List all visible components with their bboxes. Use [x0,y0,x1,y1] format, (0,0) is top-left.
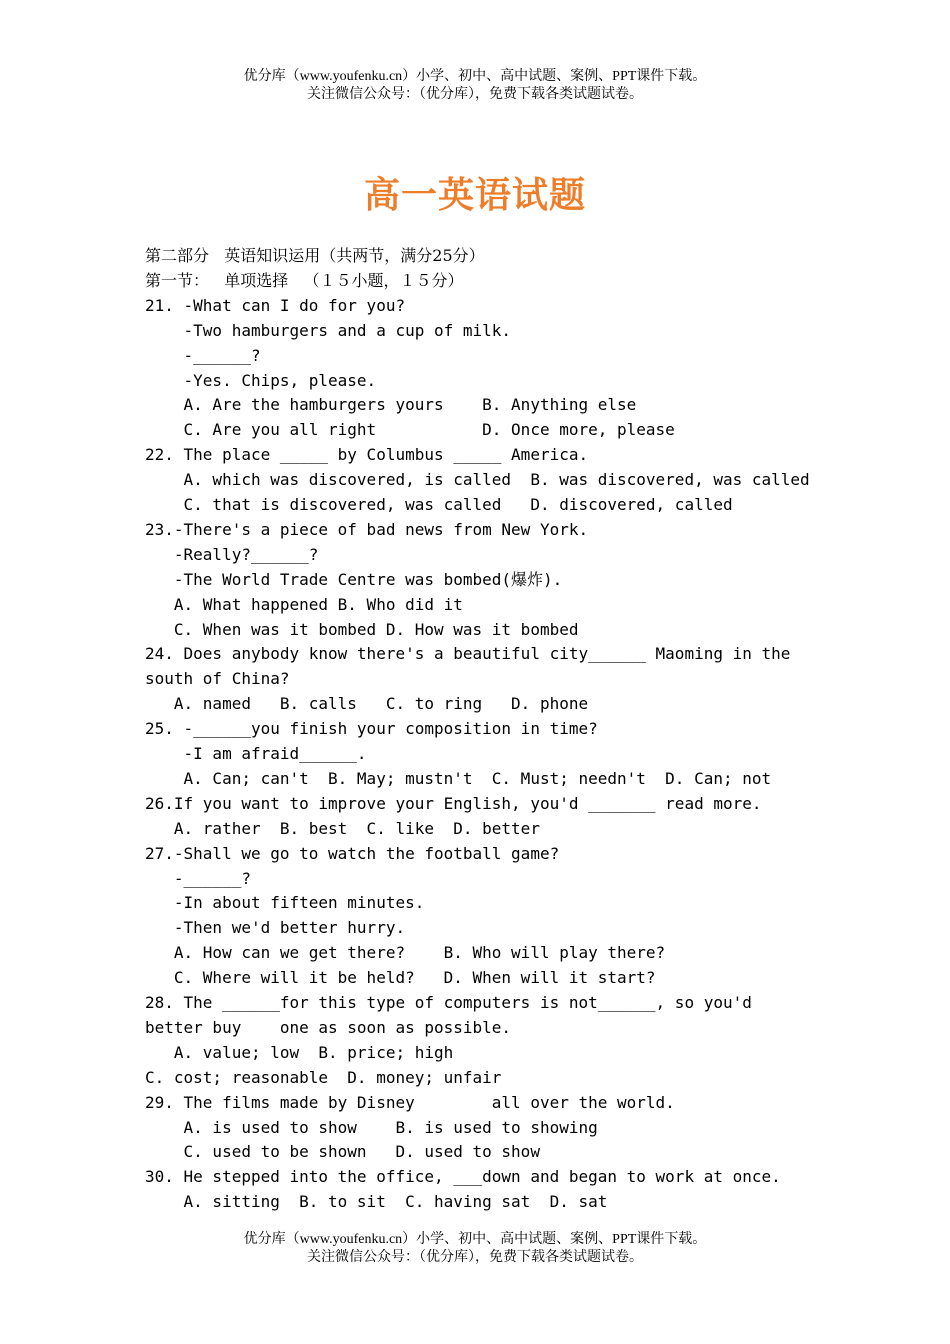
question-line: 22. The place _____ by Columbus _____ America. [145,445,589,464]
question-line: -Then we'd better hurry. [145,918,406,937]
question-line: -Yes. Chips, please. [145,371,377,390]
question-line: -In about fifteen minutes. [145,893,425,912]
question-line: -______? [145,869,251,888]
header-line-1: 优分库（www.youfenku.cn）小学、初中、高中试题、案例、PPT课件下载。 [243,69,707,84]
question-line: -______? [145,346,261,365]
question-line: 29. The films made by Disney all over the world. [145,1093,675,1112]
question-line: A. rather B. best C. like D. better [145,819,540,838]
question-line: -Really?______? [145,545,319,564]
question-line: A. which was discovered, is called B. was discovered, was called [145,470,810,489]
question-line: C. cost; reasonable D. money; unfair [145,1068,502,1087]
question-line: -The World Trade Centre was bombed(爆炸). [145,570,563,589]
question-line: -I am afraid______. [145,744,367,763]
question-line: better buy one as soon as possible. [145,1018,512,1037]
question-line: A. How can we get there? B. Who will play there? [145,943,666,962]
header-line-2: 关注微信公众号：（优分库），免费下载各类试题试卷。 [307,87,643,102]
question-line: 30. He stepped into the office, ___down and began to work at once. [145,1167,781,1186]
question-line: 21. -What can I do for you? [145,296,406,315]
question-line: 26.If you want to improve your English, you'd _______ read more. [145,794,762,813]
question-line: C. used to be shown D. used to show [145,1142,540,1161]
section-heading: 第二部分 英语知识运用（共两节，满分25分） [145,246,485,265]
question-line: C. that is discovered, was called D. discovered, called [145,495,733,514]
page-title: 高一英语试题 [363,175,586,216]
question-line: A. is used to show B. is used to showing [145,1118,598,1137]
question-line: A. Are the hamburgers yours B. Anything else [145,395,637,414]
section-heading: 第一节： 单项选择 （１５小题，１５分） [145,271,464,290]
question-line: A. sitting B. to sit C. having sat D. sat [145,1192,608,1211]
question-line: A. What happened B. Who did it [145,595,463,614]
footer-line-2: 关注微信公众号：（优分库），免费下载各类试题试卷。 [307,1250,643,1265]
footer-line-1: 优分库（www.youfenku.cn）小学、初中、高中试题、案例、PPT课件下载。 [243,1232,707,1247]
question-line: -Two hamburgers and a cup of milk. [145,321,512,340]
question-line: C. Are you all right D. Once more, please [145,420,675,439]
question-line: C. When was it bombed D. How was it bombed [145,620,579,639]
question-line: 24. Does anybody know there's a beautiful city______ Maoming in the [145,644,791,663]
question-line: C. Where will it be held? D. When will it start? [145,968,656,987]
question-line: south of China? [145,669,290,688]
question-line: 25. -______you finish your composition in time? [145,719,598,738]
question-line: A. Can; can't B. May; mustn't C. Must; needn't D. Can; not [145,769,772,788]
question-line: A. named B. calls C. to ring D. phone [145,694,589,713]
question-line: 28. The ______for this type of computers is not______, so you'd [145,993,752,1012]
question-line: A. value; low B. price; high [145,1043,454,1062]
question-line: 23.-There's a piece of bad news from New York. [145,520,589,539]
question-line: 27.-Shall we go to watch the football game? [145,844,560,863]
